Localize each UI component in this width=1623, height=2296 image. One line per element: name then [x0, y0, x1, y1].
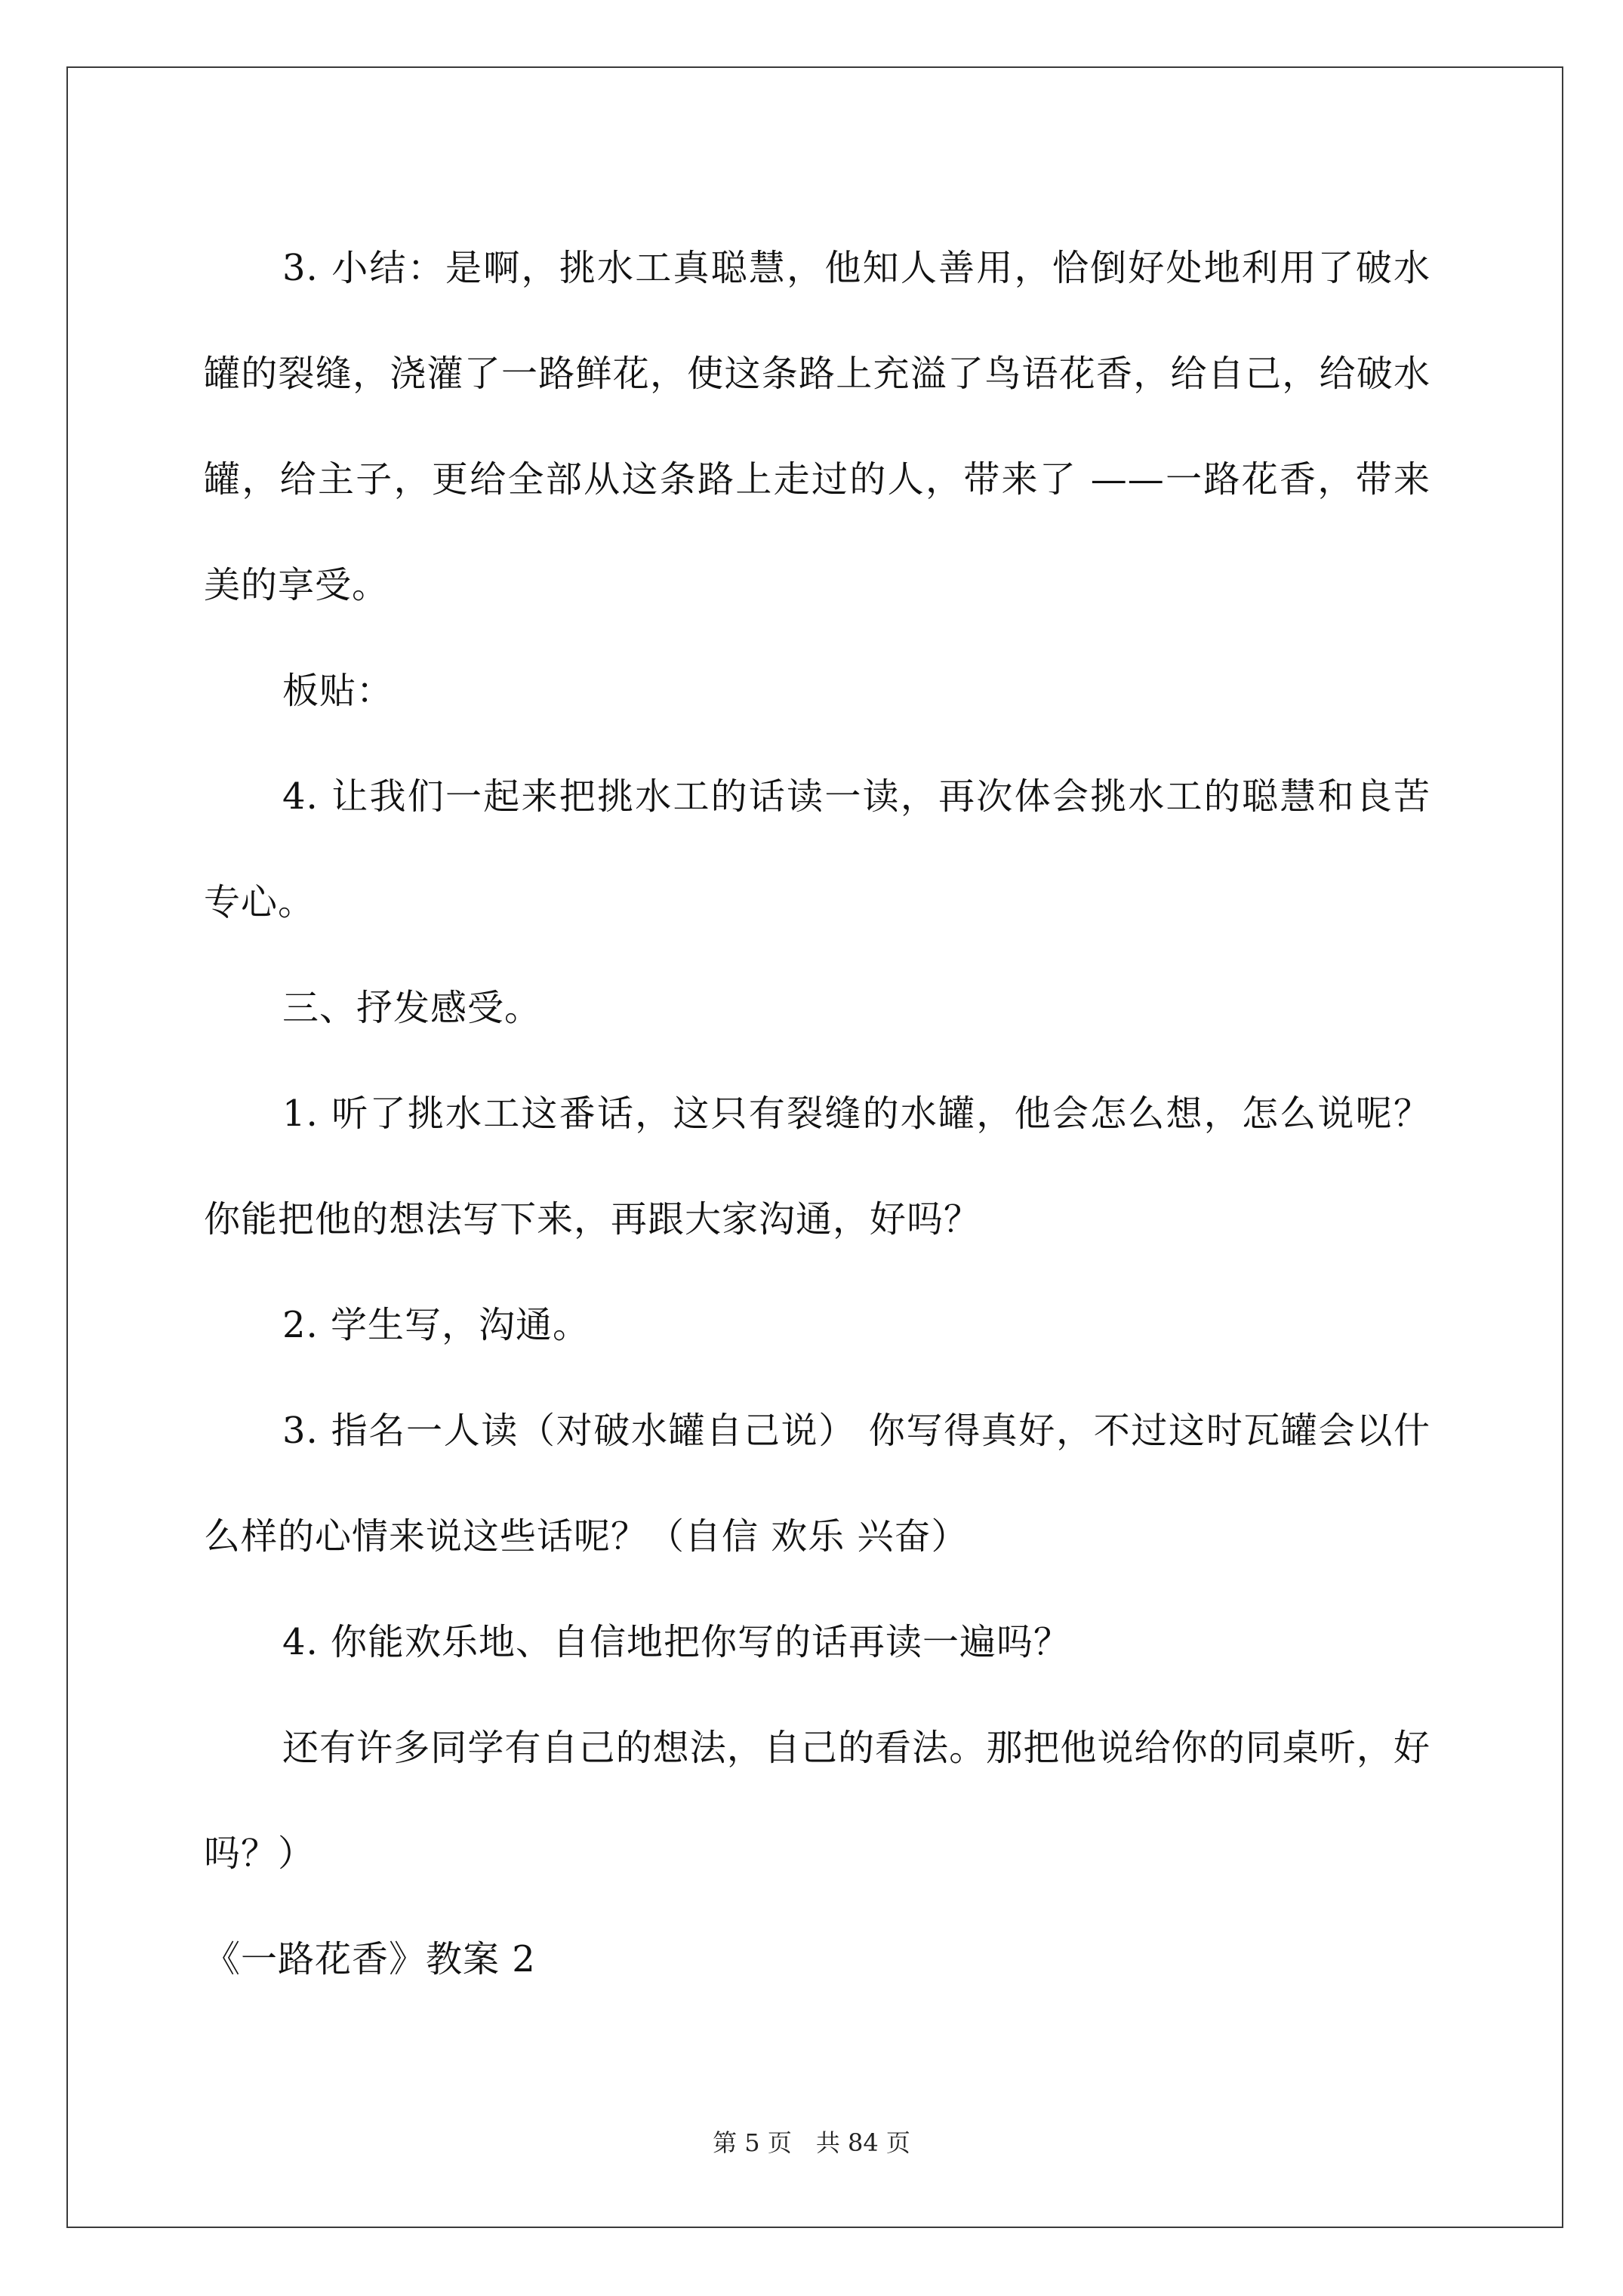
paragraph-item-4: 4. 你能欢乐地、自信地把你写的话再读一遍吗？	[282, 1621, 1071, 1663]
page-number-footer: 第 5 页 共 84 页	[713, 2128, 910, 2157]
paragraph-section-three: 三、抒发感受。	[282, 987, 542, 1029]
paragraph-summary: 3. 小结：是啊，挑水工真聪慧，他知人善用，恰倒好处地利用了破水罐的裂缝，浇灌了一路鲜花，使这条路上充溢了鸟语花香，给自己，给破水罐，给主子，更给全部从这条路上走过的人，带来了 ——一路花香，带来美的享受。	[204, 247, 1431, 606]
paragraph-read-together: 4. 让我们一起来把挑水工的话读一读，再次体会挑水工的聪慧和良苦专心。	[204, 775, 1431, 923]
paragraph-item-2: 2. 学生写，沟通。	[282, 1304, 590, 1346]
paragraph-closing: 还有许多同学有自己的想法，自己的看法。那把他说给你的同桌听，好吗？）	[204, 1727, 1431, 1875]
document-body	[204, 215, 1431, 2012]
section-heading: 《一路花香》教案 2	[204, 1938, 536, 1980]
paragraph-item-3: 3. 指名一人读（对破水罐自己说） 你写得真好，不过这时瓦罐会以什么样的心情来说这些话呢？（自信 欢乐 兴奋）	[204, 1410, 1431, 1558]
paragraph-board-note: 板贴：	[282, 670, 394, 712]
paragraph-item-1: 1. 听了挑水工这番话，这只有裂缝的水罐，他会怎么想，怎么说呢？你能把他的想法写下来，再跟大家沟通，好吗？	[204, 1093, 1431, 1240]
